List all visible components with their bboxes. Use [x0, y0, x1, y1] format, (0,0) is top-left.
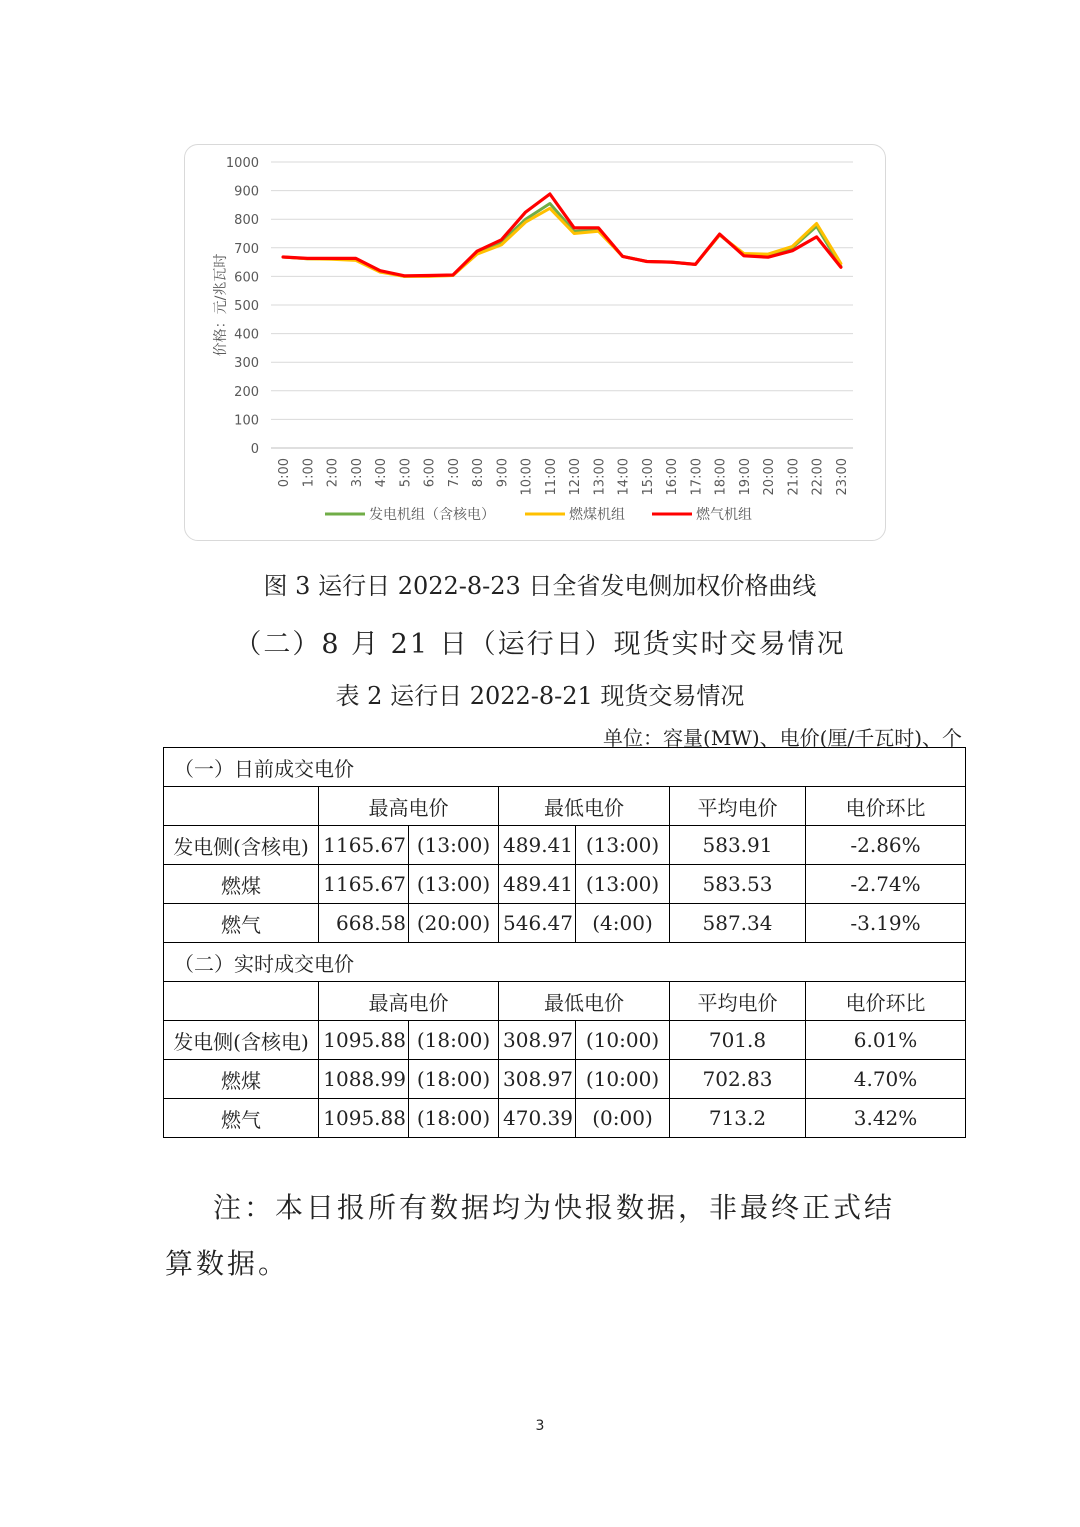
y-tick-label: 200: [234, 384, 259, 400]
header-min-price: 最低电价: [499, 982, 670, 1021]
table-caption: 表 2 运行日 2022-8-21 现货交易情况: [335, 682, 745, 710]
min-time: (10:00): [576, 1060, 670, 1099]
max-value: 1165.67: [319, 865, 409, 904]
change-value: 6.01%: [806, 1021, 966, 1060]
max-time: (18:00): [409, 1099, 499, 1138]
x-tick-label: 7:00: [446, 458, 462, 488]
y-tick-label: 400: [234, 327, 259, 343]
header-row: [164, 787, 966, 826]
avg-value: 701.8: [670, 1021, 806, 1060]
y-tick-label: 700: [234, 241, 259, 257]
table-row: [164, 826, 966, 865]
x-tick-label: 9:00: [495, 458, 511, 488]
row-label: 燃气: [164, 904, 319, 943]
min-value: 489.41: [499, 826, 576, 865]
x-tick-label: 6:00: [422, 458, 438, 488]
y-tick-label: 900: [234, 184, 259, 200]
min-value: 308.97: [499, 1060, 576, 1099]
max-time: (13:00): [409, 865, 499, 904]
header-min-price: 最低电价: [499, 787, 670, 826]
y-axis-label: 价格：元/兆瓦时: [213, 253, 229, 357]
group-title-row: [164, 943, 966, 982]
avg-value: 702.83: [670, 1060, 806, 1099]
x-tick-label: 11:00: [543, 458, 559, 496]
max-time: (18:00): [409, 1021, 499, 1060]
page-number: 3: [535, 1418, 545, 1434]
legend-label: 发电机组（含核电）: [369, 507, 495, 523]
min-value: 489.41: [499, 865, 576, 904]
row-label: 燃煤: [164, 1060, 319, 1099]
avg-value: 583.91: [670, 826, 806, 865]
x-tick-label: 23:00: [834, 458, 850, 496]
x-tick-label: 16:00: [665, 458, 681, 496]
table-row: [164, 1021, 966, 1060]
table-row: [164, 865, 966, 904]
x-tick-label: 19:00: [737, 458, 753, 496]
x-tick-label: 17:00: [689, 458, 705, 496]
change-value: 4.70%: [806, 1060, 966, 1099]
y-tick-label: 500: [234, 299, 259, 314]
min-time: (0:00): [576, 1099, 670, 1138]
header-max-price: 最高电价: [319, 787, 499, 826]
x-tick-label: 13:00: [592, 458, 608, 496]
x-tick-label: 4:00: [374, 458, 390, 488]
x-tick-label: 20:00: [762, 458, 778, 496]
max-value: 1165.67: [319, 826, 409, 865]
change-value: -3.19%: [806, 904, 966, 943]
x-tick-label: 2:00: [325, 458, 341, 488]
x-tick-label: 5:00: [398, 458, 414, 488]
spot-trading-table: [163, 747, 966, 1138]
x-tick-label: 18:00: [713, 458, 729, 496]
line-chart-svg: [185, 145, 887, 542]
y-tick-label: 300: [234, 356, 259, 372]
min-value: 308.97: [499, 1021, 576, 1060]
header-avg-price: 平均电价: [670, 982, 806, 1021]
x-tick-label: 8:00: [471, 458, 487, 488]
y-tick-label: 100: [234, 413, 259, 429]
avg-value: 583.53: [670, 865, 806, 904]
price-curve-chart: [184, 144, 886, 541]
max-value: 1095.88: [319, 1021, 409, 1060]
x-tick-label: 15:00: [640, 458, 656, 496]
series-line-3: [283, 194, 841, 276]
min-value: 470.39: [499, 1099, 576, 1138]
x-tick-label: 21:00: [786, 458, 802, 496]
header-price-change: 电价环比: [806, 787, 966, 826]
max-value: 1088.99: [319, 1060, 409, 1099]
x-tick-label: 12:00: [568, 458, 584, 496]
legend-label: 燃煤机组: [569, 507, 625, 523]
change-value: 3.42%: [806, 1099, 966, 1138]
disclaimer-note: 注：本日报所有数据均为快报数据，非最终正式结算数据。: [165, 1191, 896, 1280]
unit-line: 单位：容量(MW)、电价(厘/千瓦时)、个: [603, 726, 962, 750]
x-tick-label: 0:00: [277, 458, 293, 488]
min-value: 546.47: [499, 904, 576, 943]
y-tick-label: 800: [234, 213, 259, 229]
group-title: （二）实时成交电价: [164, 943, 966, 982]
row-label: 燃煤: [164, 865, 319, 904]
change-value: -2.86%: [806, 826, 966, 865]
y-tick-label: 600: [234, 270, 259, 286]
x-tick-label: 22:00: [810, 458, 826, 496]
y-tick-label: 1000: [225, 156, 259, 171]
section-heading: （二）8 月 21 日（运行日）现货实时交易情况: [234, 629, 846, 660]
legend-label: 燃气机组: [696, 507, 752, 523]
min-time: (4:00): [576, 904, 670, 943]
min-time: (13:00): [576, 865, 670, 904]
header-avg-price: 平均电价: [670, 787, 806, 826]
max-time: (13:00): [409, 826, 499, 865]
header-row: [164, 982, 966, 1021]
max-value: 1095.88: [319, 1099, 409, 1138]
table-row: [164, 1099, 966, 1138]
y-tick-label: 0: [250, 442, 259, 457]
group-title: （一）日前成交电价: [164, 748, 966, 787]
row-label: 发电侧(含核电): [164, 826, 319, 865]
header-empty: [164, 787, 319, 826]
change-value: -2.74%: [806, 865, 966, 904]
header-max-price: 最高电价: [319, 982, 499, 1021]
header-empty: [164, 982, 319, 1021]
header-price-change: 电价环比: [806, 982, 966, 1021]
table-row: [164, 904, 966, 943]
x-tick-label: 1:00: [301, 458, 317, 488]
table-row: [164, 1060, 966, 1099]
max-time: (18:00): [409, 1060, 499, 1099]
x-tick-label: 3:00: [349, 458, 365, 488]
row-label: 发电侧(含核电): [164, 1021, 319, 1060]
min-time: (13:00): [576, 826, 670, 865]
row-label: 燃气: [164, 1099, 319, 1138]
min-time: (10:00): [576, 1021, 670, 1060]
avg-value: 713.2: [670, 1099, 806, 1138]
avg-value: 587.34: [670, 904, 806, 943]
x-tick-label: 14:00: [616, 458, 632, 496]
max-value: 668.58: [319, 904, 409, 943]
x-tick-label: 10:00: [519, 458, 535, 496]
group-title-row: [164, 748, 966, 787]
max-time: (20:00): [409, 904, 499, 943]
figure-caption: 图 3 运行日 2022-8-23 日全省发电侧加权价格曲线: [263, 572, 817, 600]
